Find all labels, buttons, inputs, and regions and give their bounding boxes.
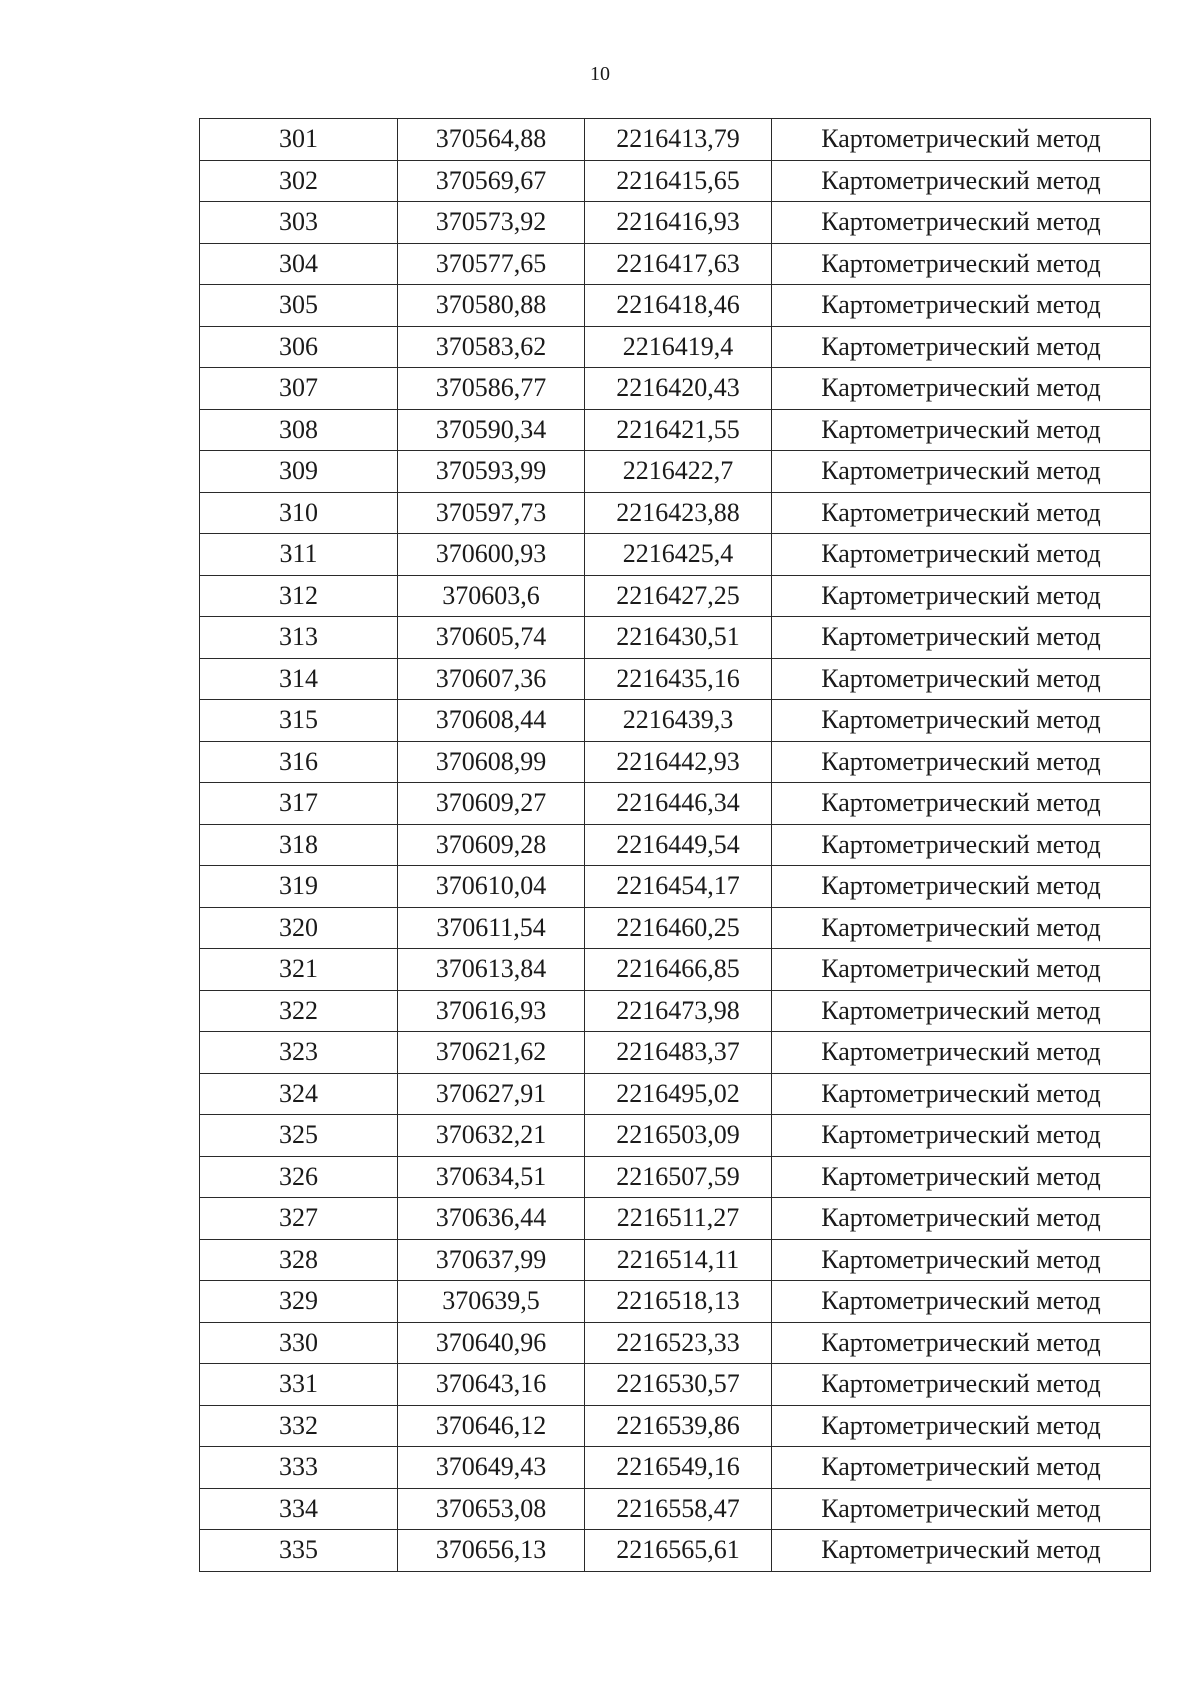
point-number-cell: 319 — [200, 866, 398, 908]
point-number-cell: 314 — [200, 658, 398, 700]
y-coordinate-cell: 2216539,86 — [585, 1405, 772, 1447]
table-row — [200, 1405, 1151, 1447]
table-row — [200, 1281, 1151, 1323]
coordinates-table-body — [200, 119, 1151, 1572]
table-row — [200, 1073, 1151, 1115]
x-coordinate-cell: 370590,34 — [398, 409, 585, 451]
y-coordinate-cell: 2216518,13 — [585, 1281, 772, 1323]
method-cell: Картометрический метод — [772, 368, 1151, 410]
x-coordinate-cell: 370610,04 — [398, 866, 585, 908]
x-coordinate-cell: 370621,62 — [398, 1032, 585, 1074]
x-coordinate-cell: 370649,43 — [398, 1447, 585, 1489]
y-coordinate-cell: 2216418,46 — [585, 285, 772, 327]
table-row — [200, 1364, 1151, 1406]
point-number-cell: 322 — [200, 990, 398, 1032]
point-number-cell: 312 — [200, 575, 398, 617]
x-coordinate-cell: 370597,73 — [398, 492, 585, 534]
y-coordinate-cell: 2216415,65 — [585, 160, 772, 202]
x-coordinate-cell: 370634,51 — [398, 1156, 585, 1198]
table-row — [200, 1530, 1151, 1572]
point-number-cell: 323 — [200, 1032, 398, 1074]
table-row — [200, 492, 1151, 534]
method-cell: Картометрический метод — [772, 907, 1151, 949]
method-cell: Картометрический метод — [772, 326, 1151, 368]
y-coordinate-cell: 2216439,3 — [585, 700, 772, 742]
point-number-cell: 304 — [200, 243, 398, 285]
method-cell: Картометрический метод — [772, 1322, 1151, 1364]
y-coordinate-cell: 2216413,79 — [585, 119, 772, 161]
x-coordinate-cell: 370609,27 — [398, 783, 585, 825]
table-row — [200, 617, 1151, 659]
x-coordinate-cell: 370643,16 — [398, 1364, 585, 1406]
x-coordinate-cell: 370608,99 — [398, 741, 585, 783]
y-coordinate-cell: 2216565,61 — [585, 1530, 772, 1572]
point-number-cell: 306 — [200, 326, 398, 368]
x-coordinate-cell: 370653,08 — [398, 1488, 585, 1530]
x-coordinate-cell: 370609,28 — [398, 824, 585, 866]
table-row — [200, 1115, 1151, 1157]
x-coordinate-cell: 370580,88 — [398, 285, 585, 327]
method-cell: Картометрический метод — [772, 990, 1151, 1032]
point-number-cell: 302 — [200, 160, 398, 202]
table-row — [200, 285, 1151, 327]
table-row — [200, 1032, 1151, 1074]
method-cell: Картометрический метод — [772, 243, 1151, 285]
y-coordinate-cell: 2216449,54 — [585, 824, 772, 866]
point-number-cell: 333 — [200, 1447, 398, 1489]
method-cell: Картометрический метод — [772, 1530, 1151, 1572]
point-number-cell: 308 — [200, 409, 398, 451]
table-row — [200, 783, 1151, 825]
point-number-cell: 331 — [200, 1364, 398, 1406]
table-row — [200, 326, 1151, 368]
y-coordinate-cell: 2216446,34 — [585, 783, 772, 825]
method-cell: Картометрический метод — [772, 451, 1151, 493]
table-row — [200, 907, 1151, 949]
x-coordinate-cell: 370603,6 — [398, 575, 585, 617]
y-coordinate-cell: 2216523,33 — [585, 1322, 772, 1364]
point-number-cell: 320 — [200, 907, 398, 949]
y-coordinate-cell: 2216417,63 — [585, 243, 772, 285]
point-number-cell: 327 — [200, 1198, 398, 1240]
point-number-cell: 321 — [200, 949, 398, 991]
table-row — [200, 658, 1151, 700]
x-coordinate-cell: 370616,93 — [398, 990, 585, 1032]
method-cell: Картометрический метод — [772, 119, 1151, 161]
method-cell: Картометрический метод — [772, 575, 1151, 617]
x-coordinate-cell: 370646,12 — [398, 1405, 585, 1447]
y-coordinate-cell: 2216530,57 — [585, 1364, 772, 1406]
y-coordinate-cell: 2216421,55 — [585, 409, 772, 451]
x-coordinate-cell: 370593,99 — [398, 451, 585, 493]
y-coordinate-cell: 2216503,09 — [585, 1115, 772, 1157]
table-row — [200, 160, 1151, 202]
x-coordinate-cell: 370586,77 — [398, 368, 585, 410]
y-coordinate-cell: 2216473,98 — [585, 990, 772, 1032]
point-number-cell: 311 — [200, 534, 398, 576]
y-coordinate-cell: 2216416,93 — [585, 202, 772, 244]
x-coordinate-cell: 370564,88 — [398, 119, 585, 161]
method-cell: Картометрический метод — [772, 949, 1151, 991]
method-cell: Картометрический метод — [772, 1447, 1151, 1489]
table-row — [200, 119, 1151, 161]
point-number-cell: 329 — [200, 1281, 398, 1323]
point-number-cell: 313 — [200, 617, 398, 659]
table-row — [200, 741, 1151, 783]
method-cell: Картометрический метод — [772, 1198, 1151, 1240]
y-coordinate-cell: 2216507,59 — [585, 1156, 772, 1198]
method-cell: Картометрический метод — [772, 700, 1151, 742]
table-row — [200, 1447, 1151, 1489]
table-row — [200, 1239, 1151, 1281]
point-number-cell: 315 — [200, 700, 398, 742]
method-cell: Картометрический метод — [772, 866, 1151, 908]
y-coordinate-cell: 2216483,37 — [585, 1032, 772, 1074]
y-coordinate-cell: 2216423,88 — [585, 492, 772, 534]
x-coordinate-cell: 370611,54 — [398, 907, 585, 949]
table-row — [200, 990, 1151, 1032]
x-coordinate-cell: 370627,91 — [398, 1073, 585, 1115]
method-cell: Картометрический метод — [772, 658, 1151, 700]
point-number-cell: 324 — [200, 1073, 398, 1115]
y-coordinate-cell: 2216427,25 — [585, 575, 772, 617]
method-cell: Картометрический метод — [772, 617, 1151, 659]
coordinates-table — [199, 118, 1151, 1572]
x-coordinate-cell: 370600,93 — [398, 534, 585, 576]
y-coordinate-cell: 2216425,4 — [585, 534, 772, 576]
table-row — [200, 1198, 1151, 1240]
method-cell: Картометрический метод — [772, 824, 1151, 866]
method-cell: Картометрический метод — [772, 409, 1151, 451]
point-number-cell: 326 — [200, 1156, 398, 1198]
y-coordinate-cell: 2216435,16 — [585, 658, 772, 700]
method-cell: Картометрический метод — [772, 783, 1151, 825]
table-row — [200, 1322, 1151, 1364]
point-number-cell: 301 — [200, 119, 398, 161]
point-number-cell: 307 — [200, 368, 398, 410]
method-cell: Картометрический метод — [772, 534, 1151, 576]
point-number-cell: 316 — [200, 741, 398, 783]
table-row — [200, 202, 1151, 244]
y-coordinate-cell: 2216511,27 — [585, 1198, 772, 1240]
x-coordinate-cell: 370607,36 — [398, 658, 585, 700]
x-coordinate-cell: 370636,44 — [398, 1198, 585, 1240]
method-cell: Картометрический метод — [772, 1239, 1151, 1281]
x-coordinate-cell: 370637,99 — [398, 1239, 585, 1281]
point-number-cell: 330 — [200, 1322, 398, 1364]
x-coordinate-cell: 370656,13 — [398, 1530, 585, 1572]
x-coordinate-cell: 370639,5 — [398, 1281, 585, 1323]
y-coordinate-cell: 2216442,93 — [585, 741, 772, 783]
table-row — [200, 824, 1151, 866]
y-coordinate-cell: 2216466,85 — [585, 949, 772, 991]
method-cell: Картометрический метод — [772, 160, 1151, 202]
x-coordinate-cell: 370632,21 — [398, 1115, 585, 1157]
y-coordinate-cell: 2216422,7 — [585, 451, 772, 493]
x-coordinate-cell: 370583,62 — [398, 326, 585, 368]
point-number-cell: 309 — [200, 451, 398, 493]
point-number-cell: 335 — [200, 1530, 398, 1572]
method-cell: Картометрический метод — [772, 1405, 1151, 1447]
method-cell: Картометрический метод — [772, 1364, 1151, 1406]
method-cell: Картометрический метод — [772, 1488, 1151, 1530]
method-cell: Картометрический метод — [772, 1156, 1151, 1198]
method-cell: Картометрический метод — [772, 741, 1151, 783]
method-cell: Картометрический метод — [772, 492, 1151, 534]
y-coordinate-cell: 2216514,11 — [585, 1239, 772, 1281]
method-cell: Картометрический метод — [772, 202, 1151, 244]
point-number-cell: 305 — [200, 285, 398, 327]
x-coordinate-cell: 370569,67 — [398, 160, 585, 202]
table-row — [200, 866, 1151, 908]
method-cell: Картометрический метод — [772, 1032, 1151, 1074]
x-coordinate-cell: 370573,92 — [398, 202, 585, 244]
point-number-cell: 317 — [200, 783, 398, 825]
x-coordinate-cell: 370577,65 — [398, 243, 585, 285]
x-coordinate-cell: 370605,74 — [398, 617, 585, 659]
y-coordinate-cell: 2216558,47 — [585, 1488, 772, 1530]
point-number-cell: 334 — [200, 1488, 398, 1530]
table-row — [200, 409, 1151, 451]
table-row — [200, 534, 1151, 576]
table-row — [200, 1488, 1151, 1530]
point-number-cell: 318 — [200, 824, 398, 866]
y-coordinate-cell: 2216420,43 — [585, 368, 772, 410]
table-row — [200, 243, 1151, 285]
method-cell: Картометрический метод — [772, 1115, 1151, 1157]
y-coordinate-cell: 2216454,17 — [585, 866, 772, 908]
table-row — [200, 451, 1151, 493]
point-number-cell: 325 — [200, 1115, 398, 1157]
point-number-cell: 328 — [200, 1239, 398, 1281]
point-number-cell: 303 — [200, 202, 398, 244]
method-cell: Картометрический метод — [772, 1073, 1151, 1115]
table-row — [200, 575, 1151, 617]
table-row — [200, 368, 1151, 410]
point-number-cell: 332 — [200, 1405, 398, 1447]
x-coordinate-cell: 370640,96 — [398, 1322, 585, 1364]
table-row — [200, 700, 1151, 742]
table-row — [200, 1156, 1151, 1198]
method-cell: Картометрический метод — [772, 1281, 1151, 1323]
y-coordinate-cell: 2216549,16 — [585, 1447, 772, 1489]
y-coordinate-cell: 2216430,51 — [585, 617, 772, 659]
table-row — [200, 949, 1151, 991]
y-coordinate-cell: 2216460,25 — [585, 907, 772, 949]
x-coordinate-cell: 370613,84 — [398, 949, 585, 991]
x-coordinate-cell: 370608,44 — [398, 700, 585, 742]
y-coordinate-cell: 2216419,4 — [585, 326, 772, 368]
point-number-cell: 310 — [200, 492, 398, 534]
method-cell: Картометрический метод — [772, 285, 1151, 327]
y-coordinate-cell: 2216495,02 — [585, 1073, 772, 1115]
page-number: 10 — [590, 63, 610, 85]
